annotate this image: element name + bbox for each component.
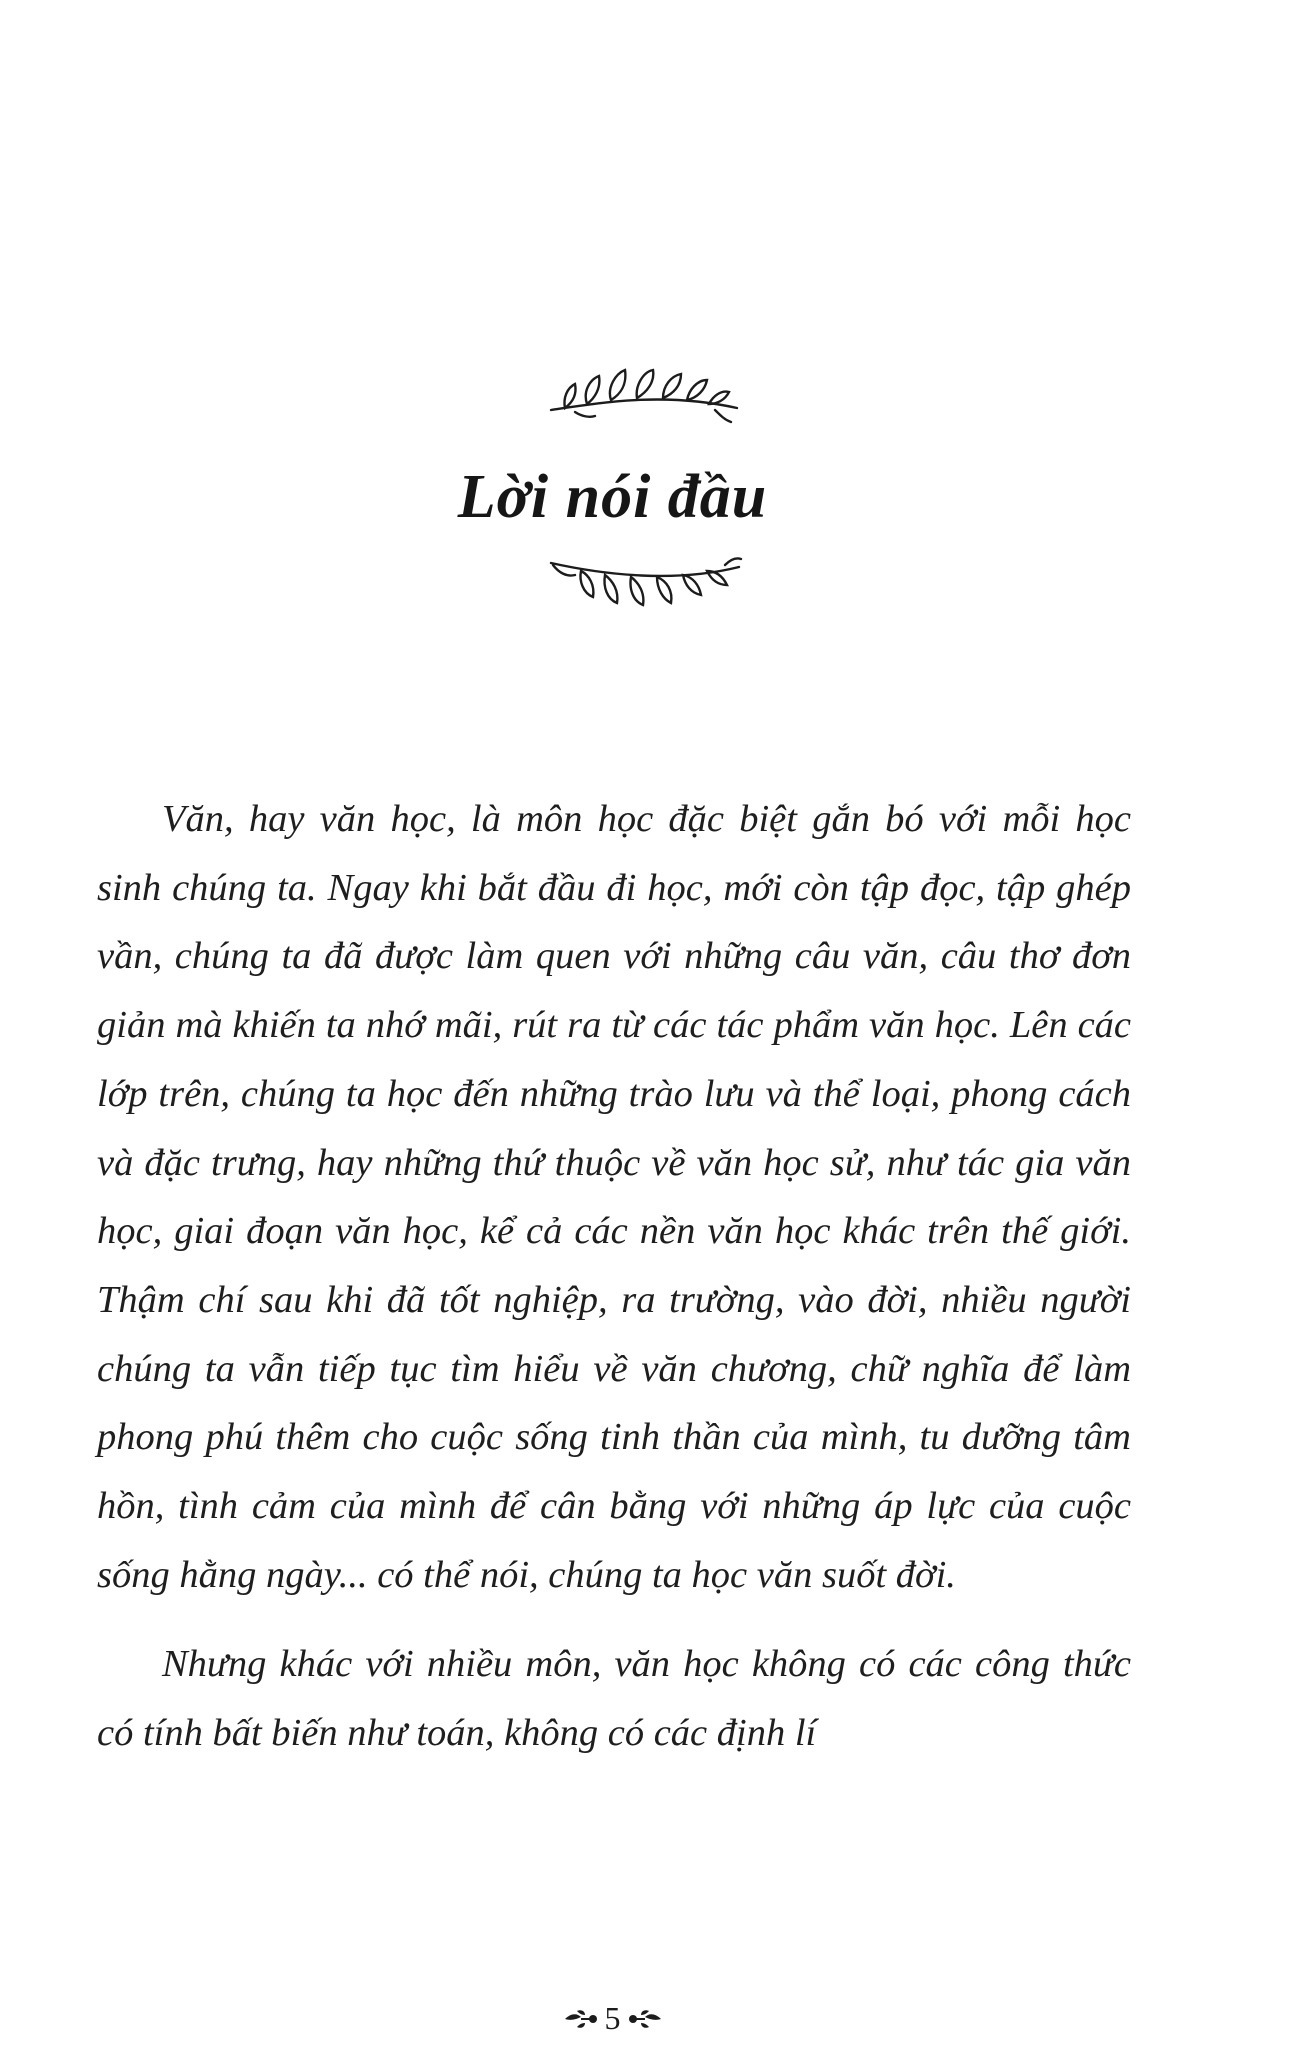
- fleuron-right-icon: [627, 2005, 663, 2033]
- top-laurel-ornament: [0, 358, 1289, 424]
- page-number: [0, 2000, 1225, 2037]
- laurel-branch-icon: [545, 553, 745, 613]
- page-number-text: 5: [604, 2000, 621, 2036]
- body-text: [97, 785, 1131, 1768]
- paragraph: Nhưng khác với nhiều môn, văn học không có các công thức có tính bất biến như toán, không có các định lí: [97, 1643, 1131, 1755]
- laurel-branch-icon: [545, 358, 745, 424]
- fleuron-left-icon: [563, 2005, 599, 2033]
- bottom-laurel-ornament: [0, 553, 1289, 613]
- paragraph: Văn, hay văn học, là môn học đặc biệt gắn bó với mỗi học sinh chúng ta. Ngay khi bắt đầu đi học, mới còn tập đọc, tập ghép vần, chúng ta đã được làm quen với những câu văn, câu thơ đơn giản mà khiến ta nhớ mãi, rút ra từ các tác phẩm văn học. Lên các lớp trên, chúng ta học đến những trào lưu và thể loại, phong cách và đặc trưng, hay những thứ thuộc về văn học sử, như tác gia văn học, giai đoạn văn học, kể cả các nền văn học khác trên thế giới. Thậm chí sau khi đã tốt nghiệp, ra trường, vào đời, nhiều người chúng ta vẫn tiếp tục tìm hiểu về văn chương, chữ nghĩa để làm phong phú thêm cho cuộc sống tinh thần của mình, tu dưỡng tâm hồn, tình cảm của mình để cân bằng với những áp lực của cuộc sống hằng ngày... có thể nói, chúng ta học văn suốt đời.: [97, 798, 1131, 1596]
- chapter-title: Lời nói đầu: [457, 463, 768, 531]
